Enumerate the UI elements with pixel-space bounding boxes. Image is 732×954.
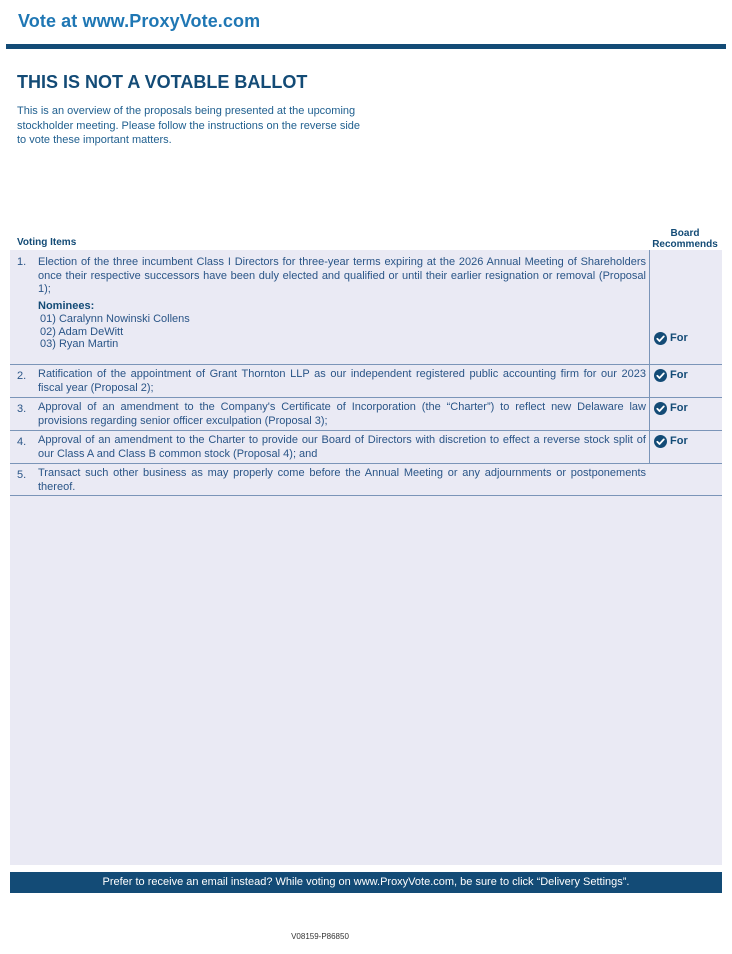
board-recommendation <box>649 397 722 430</box>
item-text: Transact such other business as may properly come before the Annual Meeting or any adjournments or postponements thereof. <box>38 467 646 493</box>
board-recommends-header <box>648 228 722 250</box>
nominee-1: 01) Caralynn Nowinski Collens <box>40 313 190 325</box>
document-code: V08159-P86850 <box>291 932 349 941</box>
voting-item-5 <box>10 463 722 496</box>
delivery-settings-banner: Prefer to receive an email instead? While voting on www.ProxyVote.com, be sure to click “Delivery Settings”. <box>10 872 722 893</box>
board-header-line2: Recommends <box>652 239 718 250</box>
recommendation-for <box>654 402 688 416</box>
recommendation-label: For <box>670 369 688 381</box>
header <box>0 0 732 44</box>
nominee-3: 03) Ryan Martin <box>40 338 119 350</box>
item-number: 5. <box>17 469 27 481</box>
voting-item-1 <box>10 250 722 365</box>
voting-item-4 <box>10 430 722 464</box>
recommendation-for <box>654 332 688 346</box>
page-title: THIS IS NOT A VOTABLE BALLOT <box>17 72 308 92</box>
item-description: Election of the three incumbent Class I Directors for three-year terms expiring at the 2026 Annual Meeting of Shareholders once their respective successors have been duly elected and qualified or until their earlier resignation or removal (Proposal 1); <box>38 256 646 295</box>
board-recommendation <box>649 430 722 463</box>
intro-text: This is an overview of the proposals being presented at the upcoming stockholder meeting. Please follow the instructions on the reverse side to vote these important matters. <box>17 105 361 146</box>
nominee-2: 02) Adam DeWitt <box>40 325 124 338</box>
proxyvote-link[interactable]: Vote at www.ProxyVote.com <box>18 11 261 31</box>
board-header-line1: Board <box>670 228 700 239</box>
item-text: Approval of an amendment to the Charter to provide our Board of Directors with discretion to effect a reverse stock split of our Class A and Class B common stock (Proposal 4); and <box>38 434 646 460</box>
item-number: 1. <box>17 256 27 268</box>
item-number: 4. <box>17 436 27 448</box>
item-number: 2. <box>17 370 27 382</box>
recommendation-for <box>654 369 688 383</box>
check-circle-icon <box>654 332 667 345</box>
header-rule <box>6 44 726 49</box>
check-circle-icon <box>654 369 667 382</box>
recommendation-label: For <box>670 435 688 447</box>
item-text <box>38 256 646 351</box>
board-recommendation <box>649 250 722 364</box>
item-number: 3. <box>17 403 27 415</box>
nominees-label: Nominees: <box>38 299 95 312</box>
voting-item-3 <box>10 397 722 431</box>
recommendation-label: For <box>670 402 688 414</box>
voting-items-header: Voting Items <box>17 237 77 248</box>
recommendation-label: For <box>670 332 688 344</box>
item-text: Ratification of the appointment of Grant Thornton LLP as our independent registered public accounting firm for our 2023 fiscal year (Proposal 2); <box>38 368 646 394</box>
check-circle-icon <box>654 435 667 448</box>
check-circle-icon <box>654 402 667 415</box>
item-text: Approval of an amendment to the Company's Certificate of Incorporation (the “Charter”) to reflect new Delaware law provisions regarding senior officer exculpation (Proposal 3); <box>38 401 646 427</box>
recommendation-for <box>654 435 688 449</box>
voting-item-2 <box>10 364 722 398</box>
board-recommendation <box>649 364 722 397</box>
